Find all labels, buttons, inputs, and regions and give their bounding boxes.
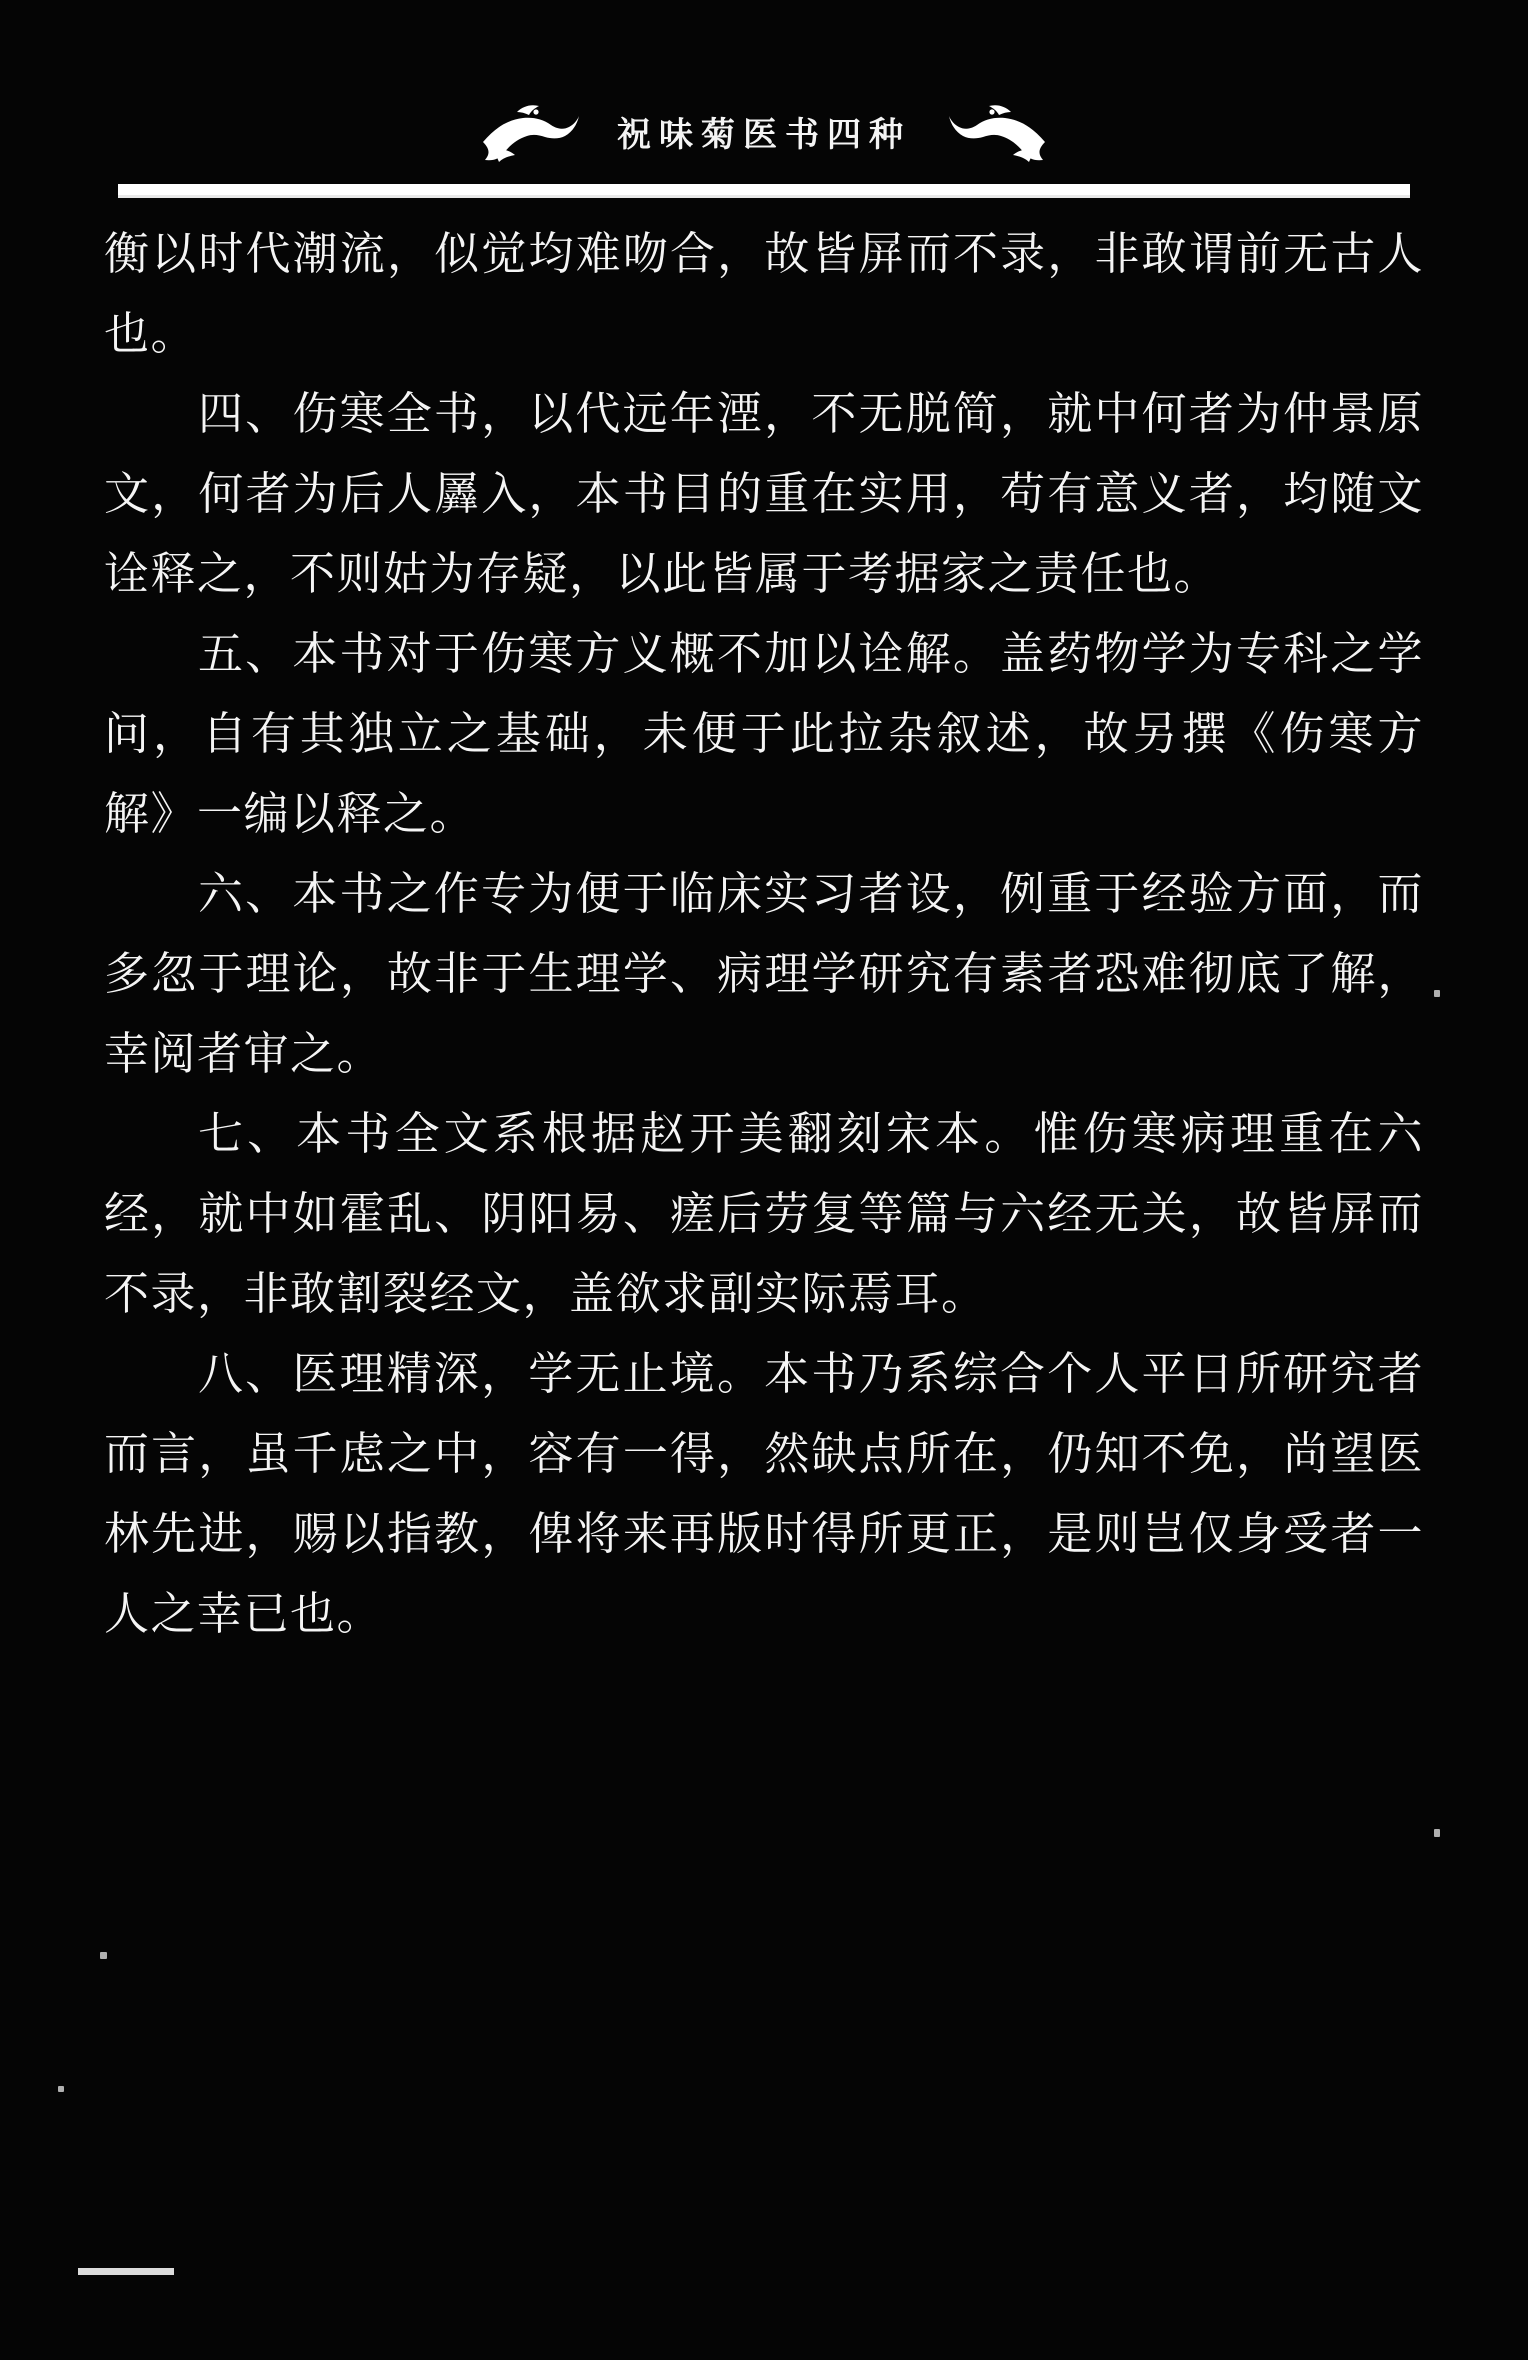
paragraph: 七、本书全文系根据赵开美翻刻宋本。惟伤寒病理重在六经，就中如霍乱、阴阳易、瘥后劳复等篇与六经无关，故皆屏而不录，非敢割裂经文，盖欲求副实际焉耳。 bbox=[104, 1107, 1424, 1320]
paragraph: 四、伤寒全书，以代远年湮，不无脱简，就中何者为仲景原文，何者为后人羼入，本书目的重在实用，苟有意义者，均随文诠释之，不则姑为存疑，以此皆属于考据家之责任也。 bbox=[104, 387, 1424, 600]
paragraph: 八、医理精深，学无止境。本书乃系综合个人平日所研究者而言，虽千虑之中，容有一得，然缺点所在，仍知不免，尚望医林先进，赐以指教，俾将来再版时得所更正，是则岂仅身受者一人之幸已也。 bbox=[104, 1347, 1424, 1640]
page-body bbox=[104, 214, 1424, 1654]
scan-speck bbox=[100, 1952, 107, 1959]
phoenix-ornament-icon bbox=[473, 98, 591, 164]
paragraph: 衡以时代潮流，似觉均难吻合，故皆屏而不录，非敢谓前无古人也。 bbox=[104, 227, 1424, 360]
phoenix-ornament-icon bbox=[937, 98, 1055, 164]
page-header bbox=[0, 86, 1528, 176]
scan-speck bbox=[1434, 990, 1440, 997]
scan-speck bbox=[58, 2086, 64, 2092]
scan-speck bbox=[1434, 1829, 1440, 1837]
page-title: 祝味菊医书四种 bbox=[617, 114, 911, 155]
paragraph: 六、本书之作专为便于临床实习者设，例重于经验方面，而多忽于理论，故非于生理学、病理学研究有素者恐难彻底了解，幸阅者审之。 bbox=[104, 867, 1424, 1080]
header-divider bbox=[118, 184, 1410, 191]
paragraph: 五、本书对于伤寒方义概不加以诠解。盖药物学为专科之学问，自有其独立之基础，未便于此拉杂叙述，故另撰《伤寒方解》一编以释之。 bbox=[104, 627, 1424, 840]
scan-edge-mark bbox=[78, 2268, 174, 2275]
